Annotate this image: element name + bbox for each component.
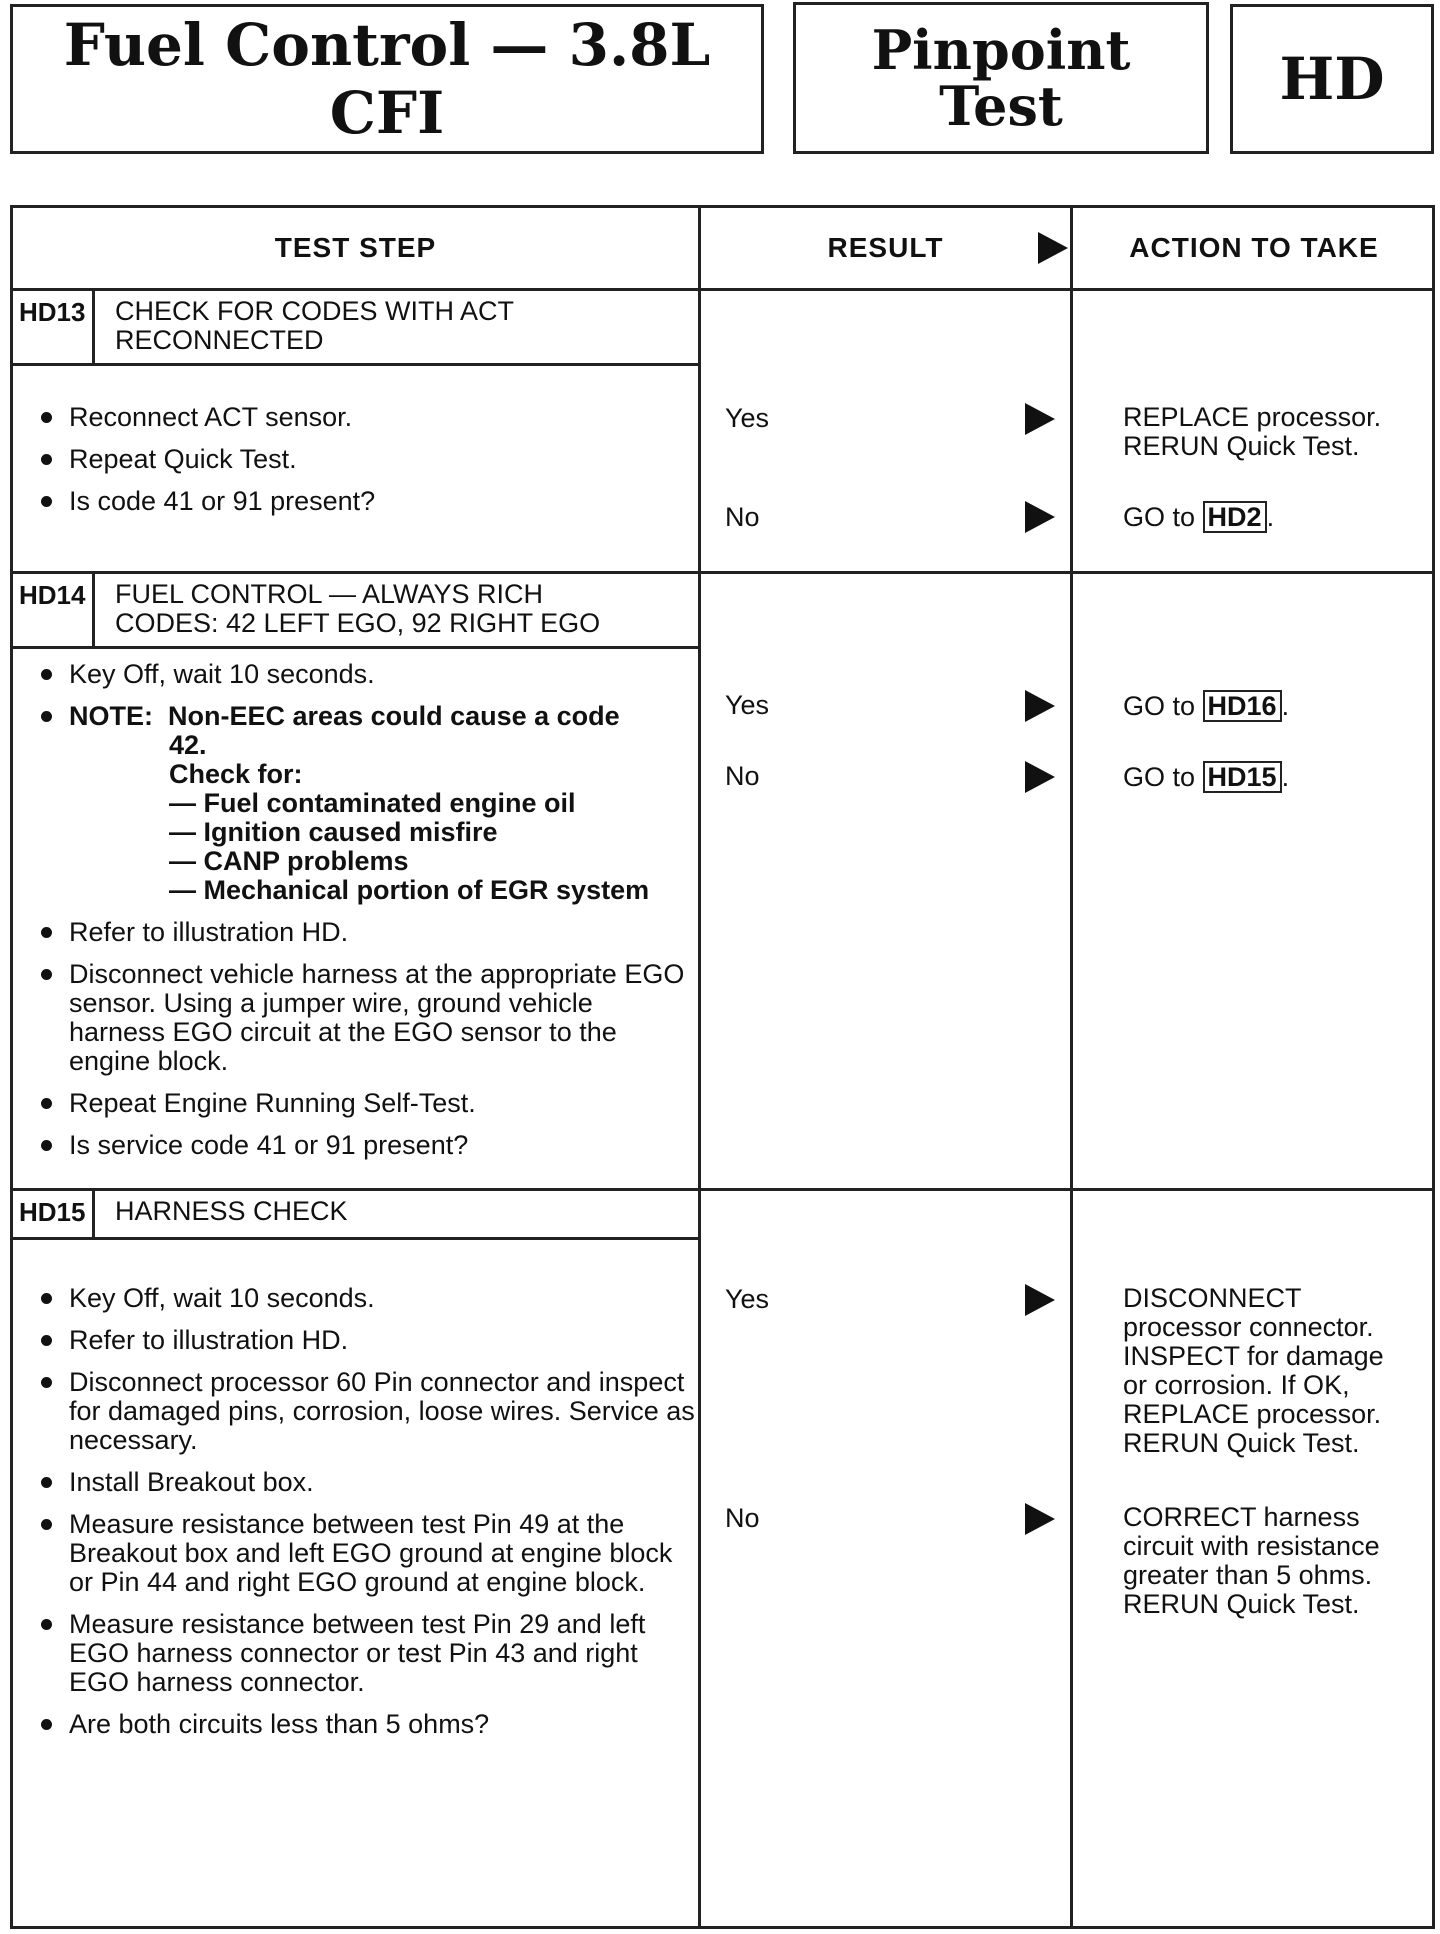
step-instructions-hd15 — [35, 1284, 695, 1752]
action-yes — [1123, 403, 1423, 461]
result-arrow-icon — [1038, 232, 1068, 264]
action-text: GO to — [1123, 502, 1196, 532]
result-yes: Yes — [725, 690, 770, 720]
pinpoint-line1: Pinpoint — [871, 18, 1131, 82]
list-item: Repeat Engine Running Self-Test. — [35, 1089, 695, 1118]
list-item: Reconnect ACT sensor. — [35, 403, 695, 432]
check-item: — Ignition caused misfire — [169, 817, 498, 847]
note-label: NOTE: — [69, 701, 153, 731]
action-no: CORRECT harness circuit with resistance greater than 5 ohms. RERUN Quick Test. — [1123, 1502, 1380, 1619]
check-item: — Fuel contaminated engine oil — [169, 788, 576, 818]
action-line: REPLACE processor. — [1123, 402, 1382, 432]
action-yes: GO to HD16 . — [1123, 691, 1290, 721]
step-id: HD14 — [13, 574, 95, 646]
list-item: Refer to illustration HD. — [35, 918, 695, 947]
list-item: Are both circuits less than 5 ohms? — [35, 1710, 695, 1739]
pinpoint-test-label — [793, 2, 1209, 154]
test-code-text: HD — [1279, 45, 1385, 113]
result-no: No — [725, 1503, 760, 1533]
step-instructions-hd14 — [35, 660, 695, 1173]
action-text: GO to — [1123, 762, 1196, 792]
column-header-result: RESULT — [827, 232, 944, 263]
step-id: HD15 — [13, 1191, 95, 1237]
list-item: Measure resistance between test Pin 29 and left EGO harness connector or test Pin 43 and right EGO harness connector. — [35, 1610, 695, 1697]
list-item: Key Off, wait 10 seconds. — [35, 660, 695, 689]
list-item: Is code 41 or 91 present? — [35, 487, 695, 516]
action-no: GO to HD15 . — [1123, 762, 1290, 792]
step-reference: HD2 — [1203, 501, 1267, 533]
step-title — [115, 297, 514, 355]
pinpoint-line2: Test — [939, 74, 1063, 138]
step-title-line: FUEL CONTROL — ALWAYS RICH — [115, 579, 544, 609]
step-id: HD13 — [13, 291, 95, 363]
action-yes: DISCONNECT processor connector. INSPECT for damage or corrosion. If OK, REPLACE processor. RERUN Quick Test. — [1123, 1283, 1384, 1458]
note-text: 42. — [169, 730, 207, 760]
step-title-line: CODES: 42 LEFT EGO, 92 RIGHT EGO — [115, 608, 601, 638]
action-text: GO to — [1123, 691, 1196, 721]
step-title — [115, 580, 600, 638]
check-item: — CANP problems — [169, 846, 409, 876]
result-yes: Yes — [725, 403, 770, 433]
column-header-action: ACTION TO TAKE — [1129, 232, 1379, 263]
list-item: Refer to illustration HD. — [35, 1326, 695, 1355]
list-item: Is service code 41 or 91 present? — [35, 1131, 695, 1160]
list-item: Key Off, wait 10 seconds. — [35, 1284, 695, 1313]
note-item — [35, 702, 695, 905]
action-line: RERUN Quick Test. — [1123, 431, 1360, 461]
list-item: Repeat Quick Test. — [35, 445, 695, 474]
check-for-label: Check for: — [169, 759, 303, 789]
arrow-right-icon — [1025, 1284, 1055, 1316]
action-no: GO to HD2 . — [1123, 502, 1275, 532]
arrow-right-icon — [1025, 403, 1055, 435]
list-item: Disconnect processor 60 Pin connector and inspect for damaged pins, corrosion, loose wires. Service as necessary. — [35, 1368, 695, 1455]
step-header-hd13 — [13, 291, 698, 366]
arrow-right-icon — [1025, 761, 1055, 793]
note-text: Non-EEC areas could cause a code — [168, 701, 620, 731]
result-no: No — [725, 502, 760, 532]
step-title-line: CHECK FOR CODES WITH ACT — [115, 296, 515, 326]
check-item: — Mechanical portion of EGR system — [169, 875, 650, 905]
step-title: HARNESS CHECK — [115, 1196, 348, 1226]
column-divider — [698, 208, 701, 1926]
title-text: Fuel Control — 3.8L CFI — [63, 11, 711, 147]
list-item: Disconnect vehicle harness at the appropriate EGO sensor. Using a jumper wire, ground vehicle harness EGO circuit at the EGO sensor to the engine block. — [35, 960, 695, 1076]
step-header-hd15 — [13, 1191, 698, 1240]
arrow-right-icon — [1025, 690, 1055, 722]
step-header-hd14 — [13, 574, 698, 649]
list-item: Install Breakout box. — [35, 1468, 695, 1497]
list-item: Measure resistance between test Pin 49 at the Breakout box and left EGO ground at engine block or Pin 44 and right EGO ground at engine block. — [35, 1510, 695, 1597]
step-reference: HD15 — [1203, 761, 1282, 793]
test-code — [1230, 4, 1434, 154]
result-yes: Yes — [725, 1284, 770, 1314]
column-divider — [1070, 208, 1073, 1926]
arrow-right-icon — [1025, 1503, 1055, 1535]
pinpoint-table — [10, 205, 1435, 1929]
page-title — [10, 4, 764, 154]
column-header-test-step: TEST STEP — [274, 232, 437, 263]
arrow-right-icon — [1025, 501, 1055, 533]
step-instructions-hd13 — [35, 403, 695, 529]
step-title-line: RECONNECTED — [115, 325, 324, 355]
result-no: No — [725, 761, 760, 791]
step-reference: HD16 — [1203, 690, 1282, 722]
